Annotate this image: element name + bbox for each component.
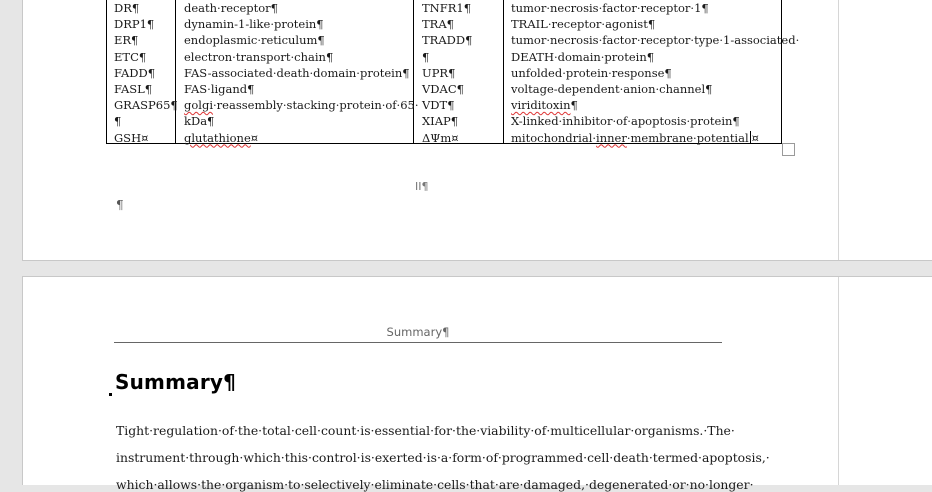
table-cell[interactable]: endoplasmic·reticulum¶	[184, 33, 325, 48]
table-cell[interactable]: XIAP¶	[422, 114, 459, 129]
table-cell[interactable]: death·receptor¶	[184, 1, 278, 15]
table-cell[interactable]: FAS·ligand¶	[184, 82, 255, 96]
table-cell[interactable]: TNFR1¶	[422, 1, 472, 15]
table-cell[interactable]: viriditoxin¶	[511, 98, 578, 113]
running-header[interactable]: Summary¶	[114, 324, 722, 343]
table-cell[interactable]: VDAC¶	[422, 82, 464, 96]
spelling-error-mark: inner	[596, 130, 627, 145]
table-column-divider	[175, 0, 176, 143]
section-break-mark: II¶	[415, 180, 429, 193]
spelling-error-mark: glutathione	[184, 130, 251, 145]
table-cell[interactable]: kDa¶	[184, 114, 215, 129]
table-cell[interactable]: electron·transport·chain¶	[184, 49, 334, 64]
table-cell[interactable]: DR¶	[114, 1, 140, 15]
table-cell[interactable]: dynamin-1-like·protein¶	[184, 17, 324, 32]
body-text-line[interactable]: which·allows·the·organism·to·selectively·eliminate·cells·that·are·damaged,·degenerated·or·no·longer·	[116, 477, 754, 492]
table-cell[interactable]: FASL¶	[114, 82, 153, 96]
table-cell[interactable]: ΔΨm¤	[422, 130, 459, 145]
table-cell[interactable]: ER¶	[114, 33, 139, 48]
table-cell[interactable]: FAS-associated·death·domain·protein¶	[184, 65, 410, 80]
document-page-2[interactable]	[22, 276, 932, 492]
document-page-1[interactable]	[22, 0, 932, 261]
table-cell[interactable]: UPR¶	[422, 65, 456, 80]
table-cell[interactable]: tumor·necrosis·factor·receptor·type·1-associated·	[511, 33, 800, 48]
table-cell[interactable]: TRAIL·receptor·agonist¶	[511, 17, 656, 32]
table-cell[interactable]: GSH¤	[114, 130, 149, 145]
table-cell[interactable]: mitochondrial·inner·membrane·potential ¤	[511, 130, 759, 145]
table-cell[interactable]: FADD¶	[114, 65, 156, 80]
table-cell[interactable]: DRP1¶	[114, 17, 155, 32]
table-cell[interactable]: X-linked·inhibitor·of·apoptosis·protein¶	[511, 114, 740, 129]
summary-heading[interactable]: Summary¶	[115, 370, 237, 394]
spelling-error-mark: viriditoxin	[511, 98, 571, 113]
table-cell[interactable]: unfolded·protein·response¶	[511, 65, 672, 80]
table-cell[interactable]: glutathione¤	[184, 130, 259, 145]
table-cell[interactable]: DEATH·domain·protein¶	[511, 49, 655, 64]
table-cell[interactable]: ¶	[422, 49, 430, 64]
table-cell[interactable]: tumor·necrosis·factor·receptor·1¶	[511, 1, 709, 15]
text-cursor	[750, 131, 751, 144]
abbreviations-table[interactable]	[106, 0, 800, 145]
right-margin-guide	[838, 277, 839, 485]
table-cell[interactable]: golgi·reassembly·stacking·protein·of·65·	[184, 98, 419, 113]
body-text-line[interactable]: instrument·through·which·this·control·is·exerted·is·a·form·of·programmed·cell·death·termed·apoptosis,·	[116, 450, 770, 465]
table-cell[interactable]: VDT¶	[422, 98, 455, 113]
table-cell[interactable]: ETC¶	[114, 49, 147, 64]
table-resize-handle[interactable]	[782, 143, 795, 156]
table-cell[interactable]: TRA¶	[422, 17, 454, 32]
table-column-divider	[503, 0, 504, 143]
table-cell[interactable]: ¶	[114, 114, 122, 129]
table-column-divider	[413, 0, 414, 143]
body-text-line[interactable]: Tight·regulation·of·the·total·cell·count·is·essential·for·the·viability·of·multicellular·organisms.·The·	[116, 423, 735, 438]
table-cell[interactable]: GRASP65¶	[114, 98, 178, 113]
paragraph-format-marker	[109, 393, 112, 396]
right-margin-guide	[838, 0, 839, 260]
table-cell[interactable]: voltage-dependent·anion·channel¶	[511, 82, 713, 96]
spelling-error-mark: golgi	[184, 98, 214, 113]
table-cell[interactable]: TRADD¶	[422, 33, 473, 48]
paragraph-mark[interactable]: ¶	[116, 198, 124, 212]
